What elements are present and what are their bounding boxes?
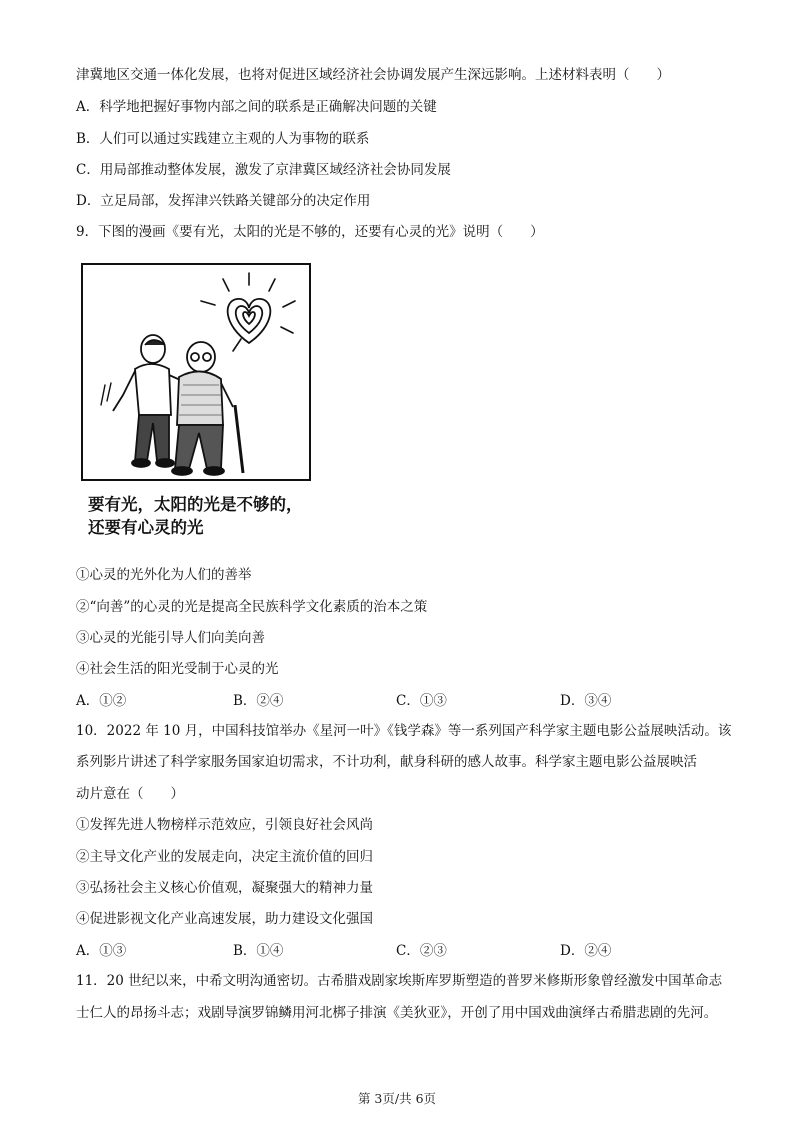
q9-stem: 9．下图的漫画《要有光，太阳的光是不够的，还要有心灵的光》说明（ ）: [76, 224, 544, 240]
young-man-figure: [113, 335, 187, 467]
q8-option-b: B．人们可以通过实践建立主观的人为事物的联系: [76, 131, 370, 147]
heart-icon: [228, 299, 271, 343]
page-footer: 第 3页/共 6页: [357, 1091, 437, 1106]
q9-choice-a: A．①②: [76, 693, 127, 709]
q10-statement-1: ①发挥先进人物榜样示范效应，引领良好社会风尚: [76, 817, 373, 833]
q8-option-a: A．科学地把握好事物内部之间的联系是正确解决问题的关键: [76, 99, 437, 115]
q9-choices: [76, 692, 636, 710]
q9-choice-d: D．③④: [560, 693, 612, 709]
cartoon-illustration: [83, 265, 309, 479]
q9-choice-c: C．①③: [396, 693, 447, 709]
q11-stem-line-2: 士仁人的昂扬斗志；戏剧导演罗锦鳞用河北梆子排演《美狄亚》，开创了用中国戏曲演绎古希腊悲剧的先河。: [76, 1005, 718, 1021]
q10-choice-b: B．①④: [233, 943, 284, 959]
q10-stem-line-2: 系列影片讲述了科学家服务国家迫切需求，不计功利，献身科研的感人故事。科学家主题电影公益展映活: [76, 754, 697, 770]
q10-stem-line-3: 动片意在（ ）: [76, 786, 184, 802]
q9-choice-b: B．②④: [233, 693, 284, 709]
q9-cartoon: [81, 263, 311, 481]
q9-statement-3: ③心灵的光能引导人们向美向善: [76, 630, 265, 646]
q8-option-d: D．立足局部，发挥津兴铁路关键部分的决定作用: [76, 193, 371, 209]
q10-statement-3: ③弘扬社会主义核心价值观，凝聚强大的精神力量: [76, 880, 373, 896]
q10-statement-2: ②主导文化产业的发展走向，决定主流价值的回归: [76, 849, 373, 865]
q8-stem-tail: 津冀地区交通一体化发展，也将对促进区域经济社会协调发展产生深远影响。上述材料表明（ ）: [76, 67, 670, 83]
q9-statement-2: ②“向善”的心灵的光是提高全民族科学文化素质的治本之策: [76, 599, 428, 615]
old-man-figure: [172, 342, 243, 475]
cartoon-caption-line-1: 要有光，太阳的光是不够的，: [88, 495, 303, 514]
q10-choice-d: D．②④: [560, 943, 612, 959]
q10-choices: [76, 942, 636, 960]
cartoon-caption-line-2: 还要有心灵的光: [88, 518, 204, 537]
q10-choice-c: C．②③: [396, 943, 447, 959]
q9-statement-1: ①心灵的光外化为人们的善举: [76, 567, 252, 583]
q11-stem-line-1: 11．20 世纪以来，中希文明沟通密切。古希腊戏剧家埃斯库罗斯塑造的普罗米修斯形象曾经激发中国革命志: [76, 973, 723, 989]
q10-stem-line-1: 10．2022 年 10 月，中国科技馆举办《星河一叶》《钱学森》等一系列国产科学家主题电影公益展映活动。该: [76, 723, 732, 739]
q10-statement-4: ④促进影视文化产业高速发展，助力建设文化强国: [76, 911, 373, 927]
q9-statement-4: ④社会生活的阳光受制于心灵的光: [76, 661, 279, 677]
q10-choice-a: A．①③: [76, 943, 127, 959]
q8-option-c: C．用局部推动整体发展，激发了京津冀区域经济社会协同发展: [76, 162, 451, 178]
